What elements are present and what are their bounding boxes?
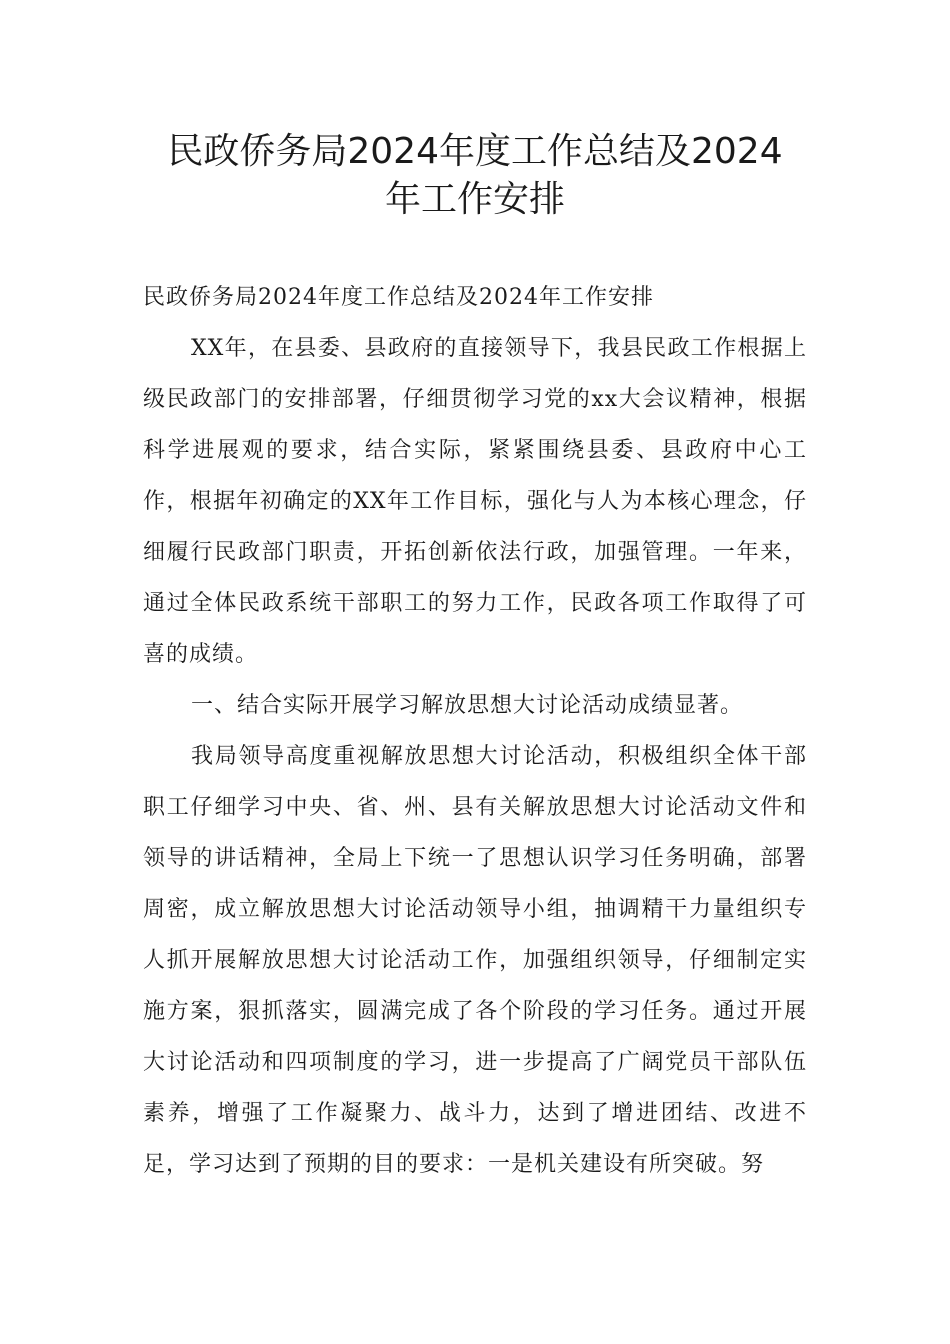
document-title: [143, 0, 807, 224]
document-body: [143, 272, 807, 1190]
paragraph-intro: XX年，在县委、县政府的直接领导下，我县民政工作根据上级民政部门的安排部署，仔细贯彻学习党的xx大会议精神，根据科学进展观的要求，结合实际，紧紧围绕县委、县政府中心工作，根据年初确定的XX年工作目标，强化与人为本核心理念，仔细履行民政部门职责，开拓创新依法行政，加强管理。一年来，通过全体民政系统干部职工的努力工作，民政各项工作取得了可喜的成绩。: [143, 336, 807, 667]
paragraph-section-1: 我局领导高度重视解放思想大讨论活动，积极组织全体干部职工仔细学习中央、省、州、县有关解放思想大讨论活动文件和领导的讲话精神，全局上下统一了思想认识学习任务明确，部署周密，成立解放思想大讨论活动领导小组，抽调精干力量组织专人抓开展解放思想大讨论活动工作，加强组织领导，仔细制定实施方案，狠抓落实，圆满完成了各个阶段的学习任务。通过开展大讨论活动和四项制度的学习，进一步提高了广阔党员干部队伍素养，增强了工作凝聚力、战斗力，达到了增进团结、改进不足，学习达到了预期的目的要求：一是机关建设有所突破。努: [143, 744, 807, 1177]
title-line-1: 民政侨务局2024年度工作总结及2024: [167, 131, 783, 172]
lead-line: 民政侨务局2024年度工作总结及2024年工作安排: [143, 285, 654, 310]
section-heading-1: 一、结合实际开展学习解放思想大讨论活动成绩显著。: [191, 693, 744, 718]
title-line-2: 年工作安排: [384, 179, 565, 220]
